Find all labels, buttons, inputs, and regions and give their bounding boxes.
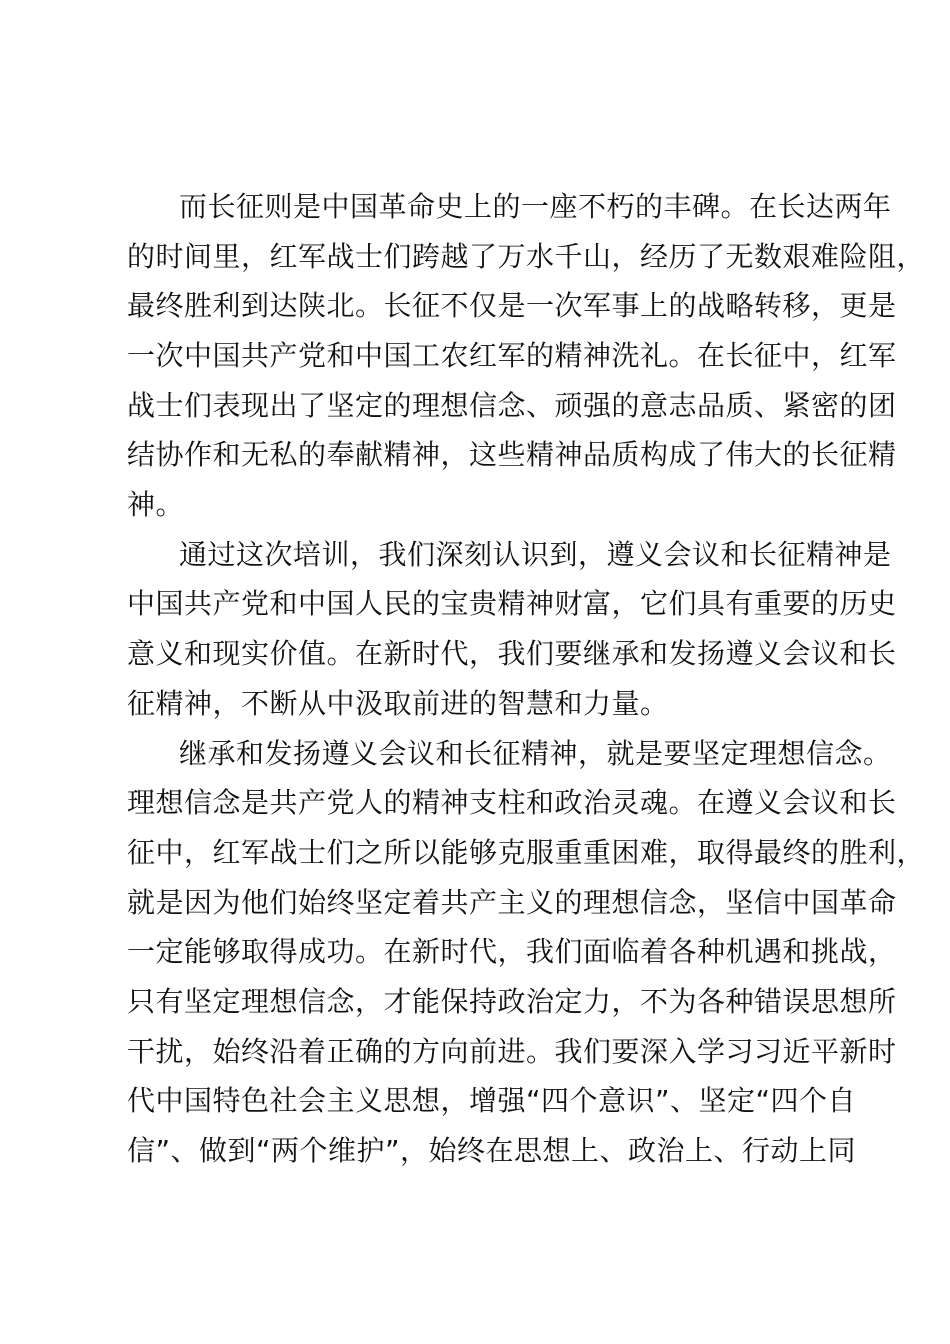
paragraph-3-line-6: 只有坚定理想信念，才能保持政治定力，不为各种错误思想所 [127,985,897,1018]
paragraph-2-line-2: 中国共产党和中国人民的宝贵精神财富，它们具有重要的历史 [127,587,897,620]
paragraph-1-line-6: 结协作和无私的奉献精神，这些精神品质构成了伟大的长征精 [127,438,897,471]
paragraph-1-line-3: 最终胜利到达陕北。长征不仅是一次军事上的战略转移，更是 [127,289,897,322]
paragraph-3-line-9: 信”、做到“两个维护”，始终在思想上、政治上、行动上同 [127,1134,857,1167]
paragraph-2-line-4: 征精神，不断从中汲取前进的智慧和力量。 [127,687,669,720]
paragraph-3-line-4: 就是因为他们始终坚定着共产主义的理想信念，坚信中国革命 [127,886,897,919]
paragraph-2-line-3: 意义和现实价值。在新时代，我们要继承和发扬遵义会议和长 [127,637,897,670]
paragraph-1-line-1: 而长征则是中国革命史上的一座不朽的丰碑。在长达两年 [179,190,892,223]
paragraph-3-line-2: 理想信念是共产党人的精神支柱和政治灵魂。在遵义会议和长 [127,786,897,819]
paragraph-2-line-1: 通过这次培训，我们深刻认识到，遵义会议和长征精神是 [179,538,892,571]
paragraph-3-line-5: 一定能够取得成功。在新时代，我们面临着各种机遇和挑战， [127,935,897,968]
paragraph-1-line-2: 的时间里，红军战士们跨越了万水千山，经历了无数艰难险阻， [127,240,926,273]
paragraph-3-line-3: 征中，红军战士们之所以能够克服重重困难，取得最终的胜利， [127,836,926,869]
paragraph-3-line-8: 代中国特色社会主义思想，增强“四个意识”、坚定“四个自 [127,1084,857,1117]
paragraph-1-line-5: 战士们表现出了坚定的理想信念、顽强的意志品质、紧密的团 [127,389,897,422]
paragraph-3-line-7: 干扰，始终沿着正确的方向前进。我们要深入学习习近平新时 [127,1035,897,1068]
paragraph-1-line-7: 神。 [127,488,185,521]
paragraph-1-line-4: 一次中国共产党和中国工农红军的精神洗礼。在长征中，红军 [127,339,897,372]
paragraph-3-line-1: 继承和发扬遵义会议和长征精神，就是要坚定理想信念。 [179,737,892,770]
